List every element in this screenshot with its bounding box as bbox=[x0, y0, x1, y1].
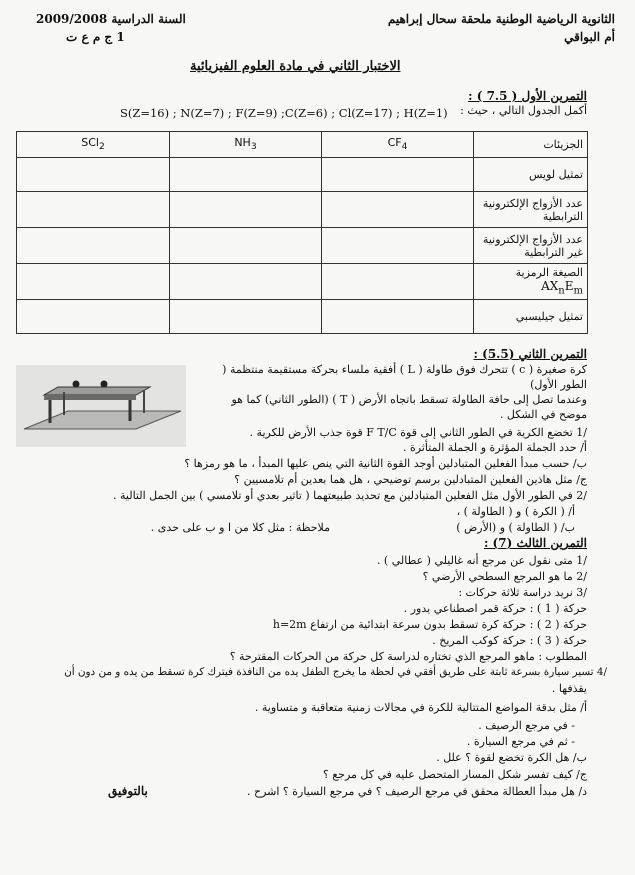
ex2-line-5: /1 تخضع الكرية في الطور الثاني إلى قوة F T/C قوة جذب الأرض للكرية . bbox=[249, 426, 587, 439]
table-cell bbox=[322, 228, 474, 264]
ex2-line-8: ج/ مثل هاذين الفعلين المتبادلين برسم توضيحي ، هل هما بعدين أم تلامسيين ؟ bbox=[234, 473, 587, 486]
table-ball-figure bbox=[16, 365, 186, 447]
ex2-line-9: /2 في الطور الأول مثل الفعلين المتبادلين مع تحديد طبيعتهما ( تاثير بعدي أو تلامسي ) بين الجمل التالية . bbox=[113, 489, 587, 502]
city-name: أم البواقي bbox=[564, 30, 615, 44]
ball-icon bbox=[73, 381, 80, 388]
atomic-numbers: S(Z=16) ; N(Z=7) ; F(Z=9) ;C(Z=6) ; Cl(Z=17) ; H(Z=1) bbox=[120, 106, 448, 120]
school-year: السنة الدراسية 2009/2008 bbox=[36, 12, 186, 26]
table-cell bbox=[170, 192, 322, 228]
exercise-1-instruction: أكمل الجدول التالي ، حيث : bbox=[460, 104, 587, 117]
table-cell bbox=[170, 264, 322, 300]
table-cell bbox=[322, 264, 474, 300]
ex3-line-14: ج/ كيف تفسر شكل المسار المتحصل عليه في كل مرجع ؟ bbox=[322, 768, 587, 781]
ex3-line-9: يقذفها . bbox=[551, 682, 587, 695]
ex3-line-15: د/ هل مبدأ العطالة محقق في مرجع الرصيف ؟ في مرجع السيارة ؟ اشرح . bbox=[247, 785, 587, 798]
row-gillespie: تمثيل جيليسبي bbox=[474, 300, 588, 334]
ex3-line-1: /1 متى نقول عن مرجع أنه غاليلي ( عطالي ) . bbox=[376, 554, 587, 567]
table-cell bbox=[170, 300, 322, 334]
school-name: الثانوية الرياضية الوطنية ملحقة سحال إبراهيم bbox=[387, 12, 615, 26]
exercise-2-heading: التمرين الثاني (5.5) : bbox=[473, 347, 587, 361]
table-cell bbox=[322, 300, 474, 334]
table-cell bbox=[170, 228, 322, 264]
closing-good-luck: بالتوفيق bbox=[108, 784, 148, 798]
ex2-line-11: ب/ ( الطاولة ) و (الأرض ) bbox=[456, 521, 575, 534]
ex2-line-4: موضح في الشكل . bbox=[499, 408, 587, 421]
ex2-note: ملاحظة : مثل كلا من ا و ب على حدى . bbox=[150, 521, 330, 534]
exercise-1-heading: التمرين الأول ( 7.5 ) : bbox=[468, 89, 587, 103]
table-cell bbox=[17, 192, 170, 228]
table-cell bbox=[17, 264, 170, 300]
ex2-line-7: ب/ حسب مبدأ الفعلين المتبادلين أوجد القوة الثانية التي ينص عليها المبدأ ، ما هو رمزها ؟ bbox=[184, 457, 587, 470]
exercise-3-heading: التمرين الثالث (7) : bbox=[483, 536, 587, 550]
row-lewis: تمثيل لويس bbox=[474, 158, 588, 192]
ex3-line-10: أ/ مثل بدقة المواضع المتتالية للكرة في مجالات زمنية متعاقبة و متساوية . bbox=[254, 701, 587, 714]
table-corner: الجزيئات bbox=[474, 132, 588, 158]
ex2-line-10: أ/ ( الكرة ) و ( الطاولة ) ، bbox=[456, 505, 575, 518]
ex3-line-3: /3 نريد دراسة ثلاثة حركات : bbox=[458, 586, 587, 599]
table-cell bbox=[322, 158, 474, 192]
ex2-line-6: أ/ حدد الجملة المؤثرة و الجملة المتأثرة . bbox=[402, 441, 587, 454]
ex2-line-2: الطور الأول) bbox=[530, 378, 587, 391]
class-label: 1 ج م ع ت bbox=[66, 30, 125, 44]
molecule-scl2: SCl$_2$ bbox=[17, 132, 170, 158]
ex3-line-6: حركة ( 3 ) : حركة كوكب المريخ . bbox=[432, 634, 587, 647]
ex2-line-3: وعندما تصل إلى حافة الطاولة تسقط باتجاه الأرض ( T ) (الطور الثاني) كما هو bbox=[231, 393, 587, 406]
ex3-line-11: - في مرجع الرصيف . bbox=[478, 719, 575, 732]
table-cell bbox=[17, 300, 170, 334]
table-cell bbox=[170, 158, 322, 192]
table-cell bbox=[17, 228, 170, 264]
molecules-table bbox=[16, 131, 588, 334]
ex2-line-1: كرة صغيرة ( c ) تتحرك فوق طاولة ( L ) أفقية ملساء بحركة مستقيمة منتظمة ( bbox=[222, 363, 587, 376]
ex3-line-4: حركة ( 1 ) : حركة قمر اصطناعي يدور . bbox=[403, 602, 587, 615]
ex3-line-8: /4 تسير سيارة بسرعة ثابتة على طريق أفقي في لحظة ما يخرج الطفل يده من النافذة فيترك كرة تسقط من يده و من دون أن bbox=[64, 666, 607, 678]
row-bonding-pairs: عدد الأزواج الإلكترونية الترابطية bbox=[474, 192, 588, 228]
table-cell bbox=[17, 158, 170, 192]
molecule-cf4: $CF_4$ bbox=[322, 132, 474, 158]
page-title: الاختبار الثاني في مادة العلوم الفيزيائية bbox=[190, 59, 401, 74]
row-lone-pairs: عدد الأزواج الإلكترونية غير الترابطية bbox=[474, 228, 588, 264]
molecule-nh3: $NH_3$ bbox=[170, 132, 322, 158]
ex3-line-7: المطلوب : ماهو المرجع الذي تختاره لدراسة كل حركة من الحركات المقترحة ؟ bbox=[229, 650, 587, 663]
ex3-line-2: /2 ما هو المرجع السطحي الأرضي ؟ bbox=[422, 570, 587, 583]
table-cell bbox=[322, 192, 474, 228]
ex3-line-12: - ثم في مرجع السيارة . bbox=[466, 735, 575, 748]
ex3-line-5: حركة ( 2 ) : حركة كرة تسقط بدون سرعة ابتدائية من ارتفاع h=2m bbox=[272, 618, 587, 631]
row-formula: الصيغة الرمزية $AX_nE_m$ bbox=[474, 264, 588, 300]
table-ball-illustration bbox=[16, 365, 186, 447]
ex3-line-13: ب/ هل الكرة تخضع لقوة ؟ علل . bbox=[436, 751, 587, 764]
